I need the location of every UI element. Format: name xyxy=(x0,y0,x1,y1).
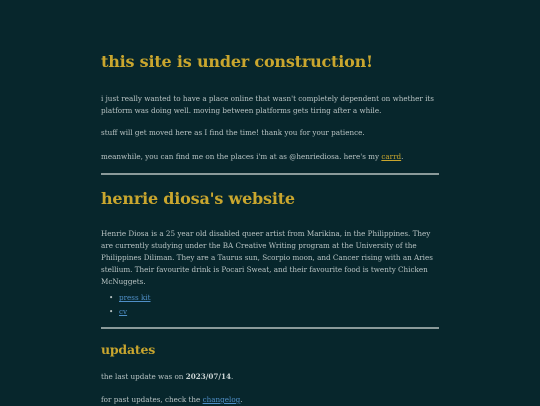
cv-link[interactable]: cv xyxy=(119,306,128,316)
bullet-icon: • xyxy=(109,293,114,302)
construction-heading: this site is under construction! xyxy=(101,52,373,71)
past-updates-prefix: for past updates, check the xyxy=(101,395,203,404)
press-kit-link[interactable]: press kit xyxy=(119,293,151,302)
section-divider-2 xyxy=(101,327,439,329)
last-update-suffix: . xyxy=(230,372,234,381)
past-updates-paragraph xyxy=(101,394,439,406)
bullet-icon: • xyxy=(109,306,114,316)
website-heading: henrie diosa's website xyxy=(101,189,295,208)
list-item xyxy=(109,291,151,305)
website-links-list xyxy=(109,291,151,318)
carrd-text-prefix: meanwhile, you can find me on the places i'm at as @henriediosa. here's my xyxy=(101,152,382,161)
last-update-prefix: the last update was on xyxy=(101,372,186,381)
construction-paragraph-1: i just really wanted to have a place online that wasn't completely dependent on whether its platform was doing well. moving between platforms gets tiring after a while. xyxy=(101,94,434,115)
carrd-text-suffix: . xyxy=(401,152,404,161)
updates-heading: updates xyxy=(101,342,156,357)
past-updates-suffix: . xyxy=(240,395,243,404)
construction-paragraph-2: stuff will get moved here as I find the time! thank you for your patience. xyxy=(101,128,365,137)
list-item xyxy=(109,305,151,319)
last-update-date: 2023/07/14 xyxy=(185,372,231,381)
carrd-link[interactable]: carrd xyxy=(381,152,402,161)
bio-paragraph: Henrie Diosa is a 25 year old disabled queer artist from Marikina, in the Philippines. They are currently studying under the BA Creative Writing program at the University of the Philippines Diliman. They are a Taurus sun, Scorpio moon, and Cancer rising with an Aries stellium. Their favourite drink is Pocari Sweat, and their favourite food is twenty Chicken McNuggets. xyxy=(101,229,433,286)
section-divider-1 xyxy=(101,173,439,175)
changelog-link[interactable]: changelog xyxy=(202,395,241,404)
last-update-paragraph xyxy=(101,371,439,383)
construction-paragraph-3 xyxy=(101,151,441,163)
